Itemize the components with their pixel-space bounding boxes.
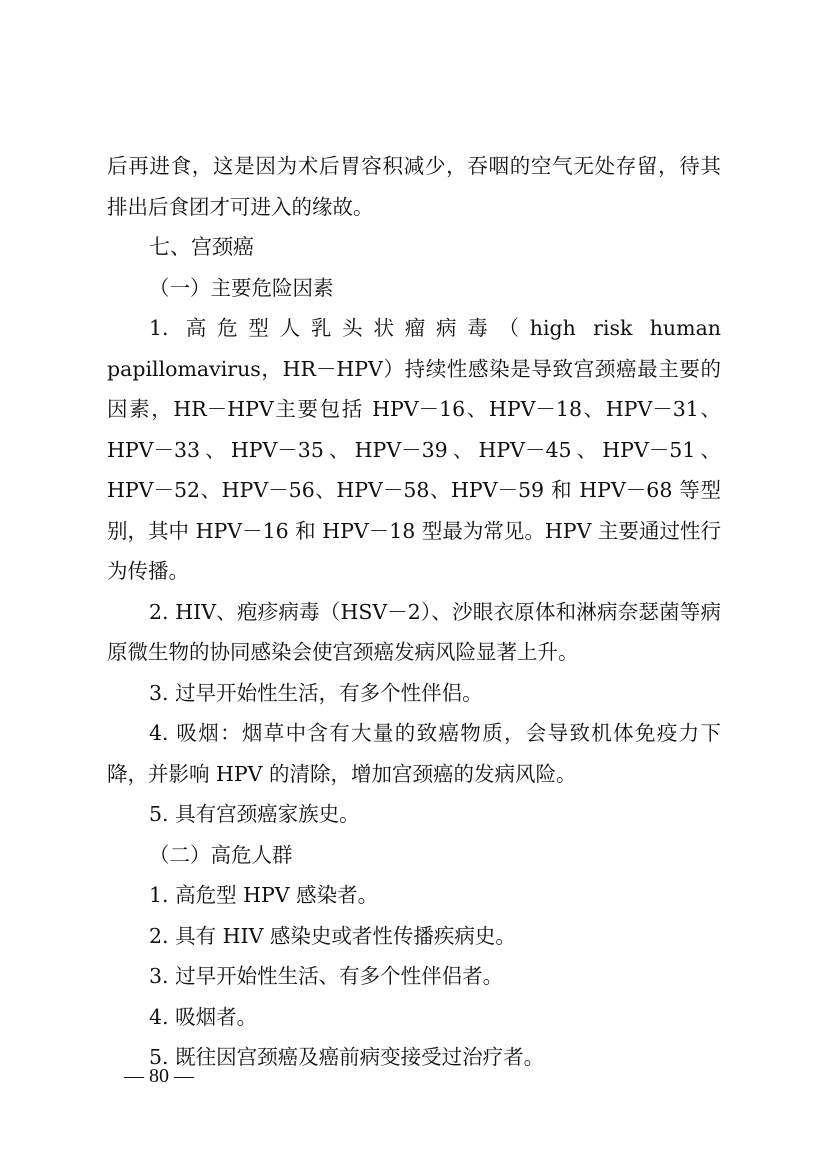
- section-heading-cervical-cancer: 七、宫颈癌: [149, 235, 254, 259]
- paragraph-high-risk-4: 4. 吸烟者。: [149, 1004, 258, 1029]
- paragraph-high-risk-5: 5. 既往因宫颈癌及癌前病变接受过治疗者。: [149, 1045, 545, 1069]
- paragraph-high-risk-1: 1. 高危型 HPV 感染者。: [149, 883, 379, 907]
- subsection-heading-risk-factors: （一）主要危险因素: [149, 275, 334, 300]
- subsection-heading-high-risk-groups: （二）高危人群: [149, 842, 293, 867]
- document-body: [107, 146, 721, 1078]
- paragraph-risk-factor-3: 3. 过早开始性生活，有多个性伴侣。: [149, 680, 483, 705]
- paragraph-continuation: 后再进食，这是因为术后胃容积减少，吞咽的空气无处存留，待其排出后食团才可进入的缘故。: [107, 154, 721, 219]
- paragraph-risk-factor-2: 2. HIV、疱疹病毒（HSV－2）、沙眼衣原体和淋病奈瑟菌等病原微生物的协同感染会使宫颈癌发病风险显著上升。: [107, 599, 721, 664]
- paragraph-risk-factor-1: 1. 高危型人乳头状瘤病毒（high risk human papillomavirus，HR－HPV）持续性感染是导致宫颈癌最主要的因素，HR－HPV主要包括 HPV－16、HPV－18、HPV－31、HPV－33、HPV－35、HPV－39、HPV－45、HPV－51、HPV－52、HPV－56、HPV－58、HPV－59 和 HPV－68 等型别，其中 HPV－16 和 HPV－18 型最为常见。HPV 主要通过性行为传播。: [107, 316, 721, 583]
- paragraph-high-risk-2: 2. 具有 HIV 感染史或者性传播疾病史。: [149, 923, 516, 948]
- page-number: — 80 —: [124, 1065, 194, 1087]
- paragraph-high-risk-3: 3. 过早开始性生活、有多个性伴侣者。: [149, 964, 504, 988]
- paragraph-risk-factor-5: 5. 具有宫颈癌家族史。: [149, 802, 360, 826]
- paragraph-risk-factor-4: 4. 吸烟：烟草中含有大量的致癌物质，会导致机体免疫力下降，并影响 HPV 的清除，增加宫颈癌的发病风险。: [107, 721, 721, 786]
